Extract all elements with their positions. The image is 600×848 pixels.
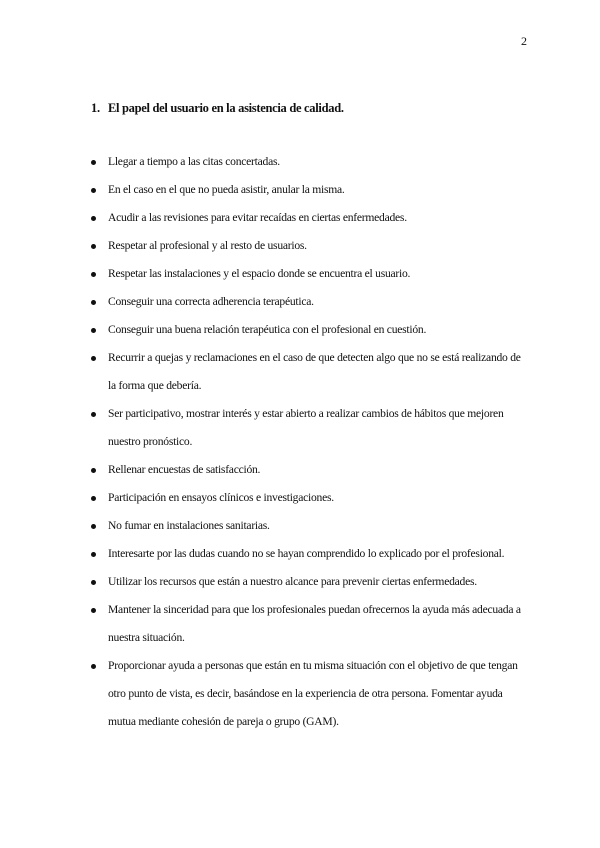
list-item-text: Rellenar encuestas de satisfacción. xyxy=(108,463,261,476)
list-item xyxy=(91,176,531,204)
bullet-icon xyxy=(91,188,96,193)
bullet-list xyxy=(91,148,531,736)
list-item xyxy=(91,204,531,232)
section-heading xyxy=(91,101,344,116)
list-item-text: Interesarte por las dudas cuando no se hayan comprendido lo explicado por el profesional. xyxy=(108,547,505,560)
bullet-icon xyxy=(91,468,96,473)
list-item-text: Respetar al profesional y al resto de usuarios. xyxy=(108,239,307,252)
section-title: El papel del usuario en la asistencia de calidad. xyxy=(108,101,344,115)
list-item-text: Respetar las instalaciones y el espacio donde se encuentra el usuario. xyxy=(108,267,411,280)
bullet-icon xyxy=(91,496,96,501)
list-item xyxy=(91,260,531,288)
list-item xyxy=(91,316,531,344)
list-item xyxy=(91,540,531,568)
bullet-icon xyxy=(91,524,96,529)
bullet-icon xyxy=(91,244,96,249)
list-item xyxy=(91,288,531,316)
list-item-text: No fumar en instalaciones sanitarias. xyxy=(108,519,270,532)
list-item xyxy=(91,456,531,484)
list-item xyxy=(91,232,531,260)
list-item-text: Conseguir una buena relación terapéutica con el profesional en cuestión. xyxy=(108,323,427,336)
list-item xyxy=(91,512,531,540)
list-item xyxy=(91,652,531,736)
list-item xyxy=(91,596,531,652)
list-item-text: Utilizar los recursos que están a nuestro alcance para prevenir ciertas enfermedades. xyxy=(108,575,477,588)
bullet-icon xyxy=(91,272,96,277)
bullet-icon xyxy=(91,580,96,585)
list-item-text: Acudir a las revisiones para evitar recaídas en ciertas enfermedades. xyxy=(108,211,407,224)
list-item-text: Llegar a tiempo a las citas concertadas. xyxy=(108,155,280,168)
page-number: 2 xyxy=(521,34,527,48)
bullet-icon xyxy=(91,664,96,669)
list-item-text: Recurrir a quejas y reclamaciones en el caso de que detecten algo que no se está realizando de la forma que debería. xyxy=(108,351,521,392)
list-item-text: Ser participativo, mostrar interés y estar abierto a realizar cambios de hábitos que mejoren nuestro pronóstico. xyxy=(108,407,504,448)
list-item-text: Participación en ensayos clínicos e investigaciones. xyxy=(108,491,334,504)
list-item xyxy=(91,400,531,456)
section-number: 1. xyxy=(91,101,100,115)
bullet-icon xyxy=(91,160,96,165)
bullet-icon xyxy=(91,328,96,333)
bullet-icon xyxy=(91,552,96,557)
bullet-icon xyxy=(91,608,96,613)
list-item-text: Proporcionar ayuda a personas que están en tu misma situación con el objetivo de que tengan otro punto de vista, es decir, basándose en la experiencia de otra persona. Fomentar ayuda mutua mediante cohesión de pareja o grupo (GAM). xyxy=(108,659,518,728)
list-item xyxy=(91,484,531,512)
list-item xyxy=(91,568,531,596)
bullet-icon xyxy=(91,216,96,221)
list-item-text: En el caso en el que no pueda asistir, anular la misma. xyxy=(108,183,345,196)
list-item xyxy=(91,344,531,400)
list-item-text: Mantener la sinceridad para que los profesionales puedan ofrecernos la ayuda más adecuada a nuestra situación. xyxy=(108,603,521,644)
bullet-icon xyxy=(91,412,96,417)
bullet-icon xyxy=(91,300,96,305)
list-item-text: Conseguir una correcta adherencia terapéutica. xyxy=(108,295,314,308)
list-item xyxy=(91,148,531,176)
bullet-icon xyxy=(91,356,96,361)
